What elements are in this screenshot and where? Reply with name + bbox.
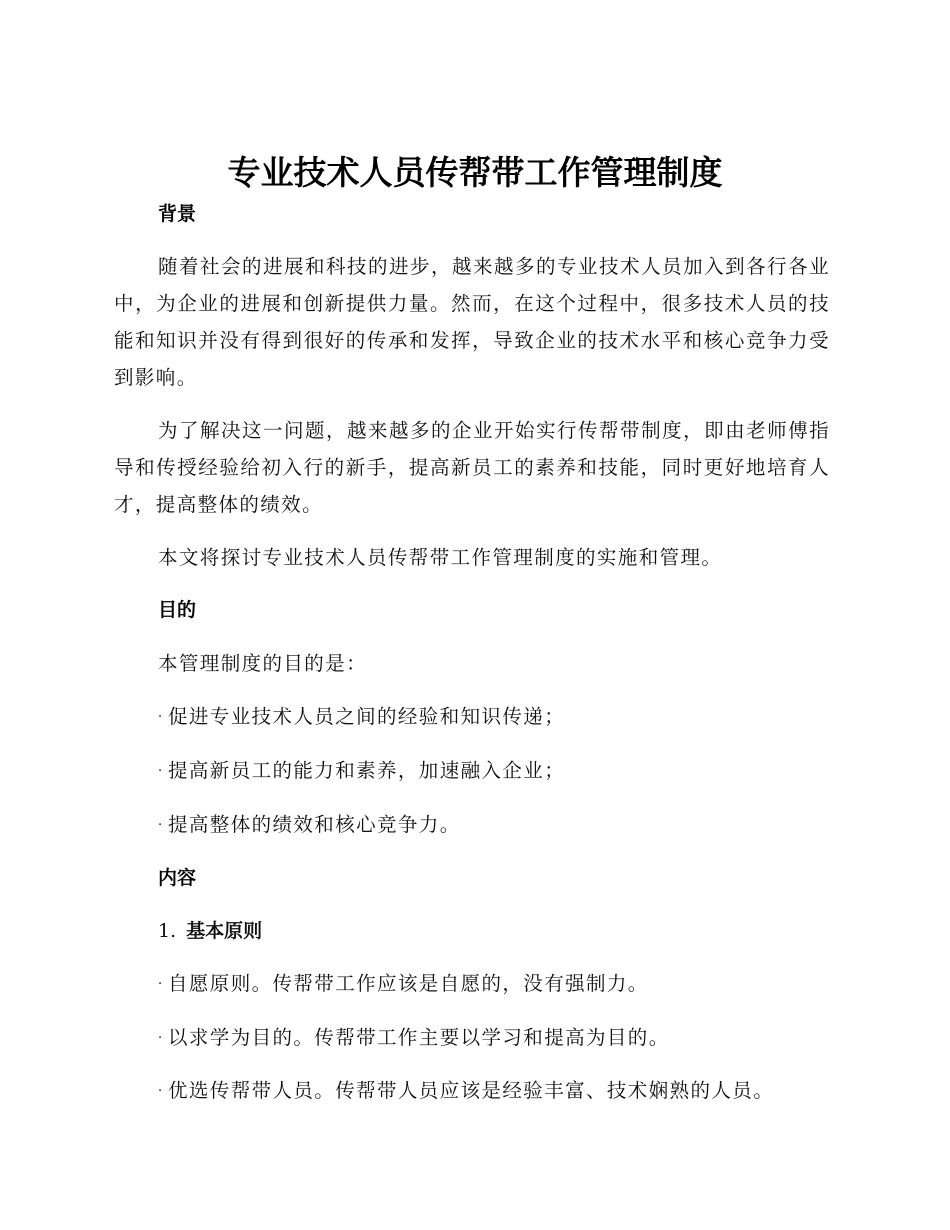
bullet-dot-icon: · bbox=[158, 764, 164, 779]
purpose-bullet-3 bbox=[158, 811, 461, 840]
purpose-bullet-2 bbox=[158, 757, 565, 786]
bullet-dot-icon: · bbox=[158, 1084, 164, 1099]
bullet-dot-icon: · bbox=[158, 710, 164, 725]
subsection-title: 基本原则 bbox=[186, 920, 263, 942]
document-title: 专业技术人员传帮带工作管理制度 bbox=[227, 153, 723, 192]
principles-bullet-2 bbox=[158, 1024, 670, 1053]
background-paragraph-2: 为了解决这一问题，越来越多的企业开始实行传帮带制度，即由老师傅指导和传授经验给初入行的新手，提高新员工的素养和技能，同时更好地培育人才，提高整体的绩效。 bbox=[114, 419, 830, 516]
purpose-bullet-1 bbox=[158, 703, 565, 732]
bullet-dot-icon: · bbox=[158, 818, 164, 833]
background-paragraph-3: 本文将探讨专业技术人员传帮带工作管理制度的实施和管理。 bbox=[158, 546, 723, 569]
subsection-heading-principles bbox=[158, 917, 262, 945]
subsection-number: 1. bbox=[158, 920, 177, 942]
bullet-dot-icon: · bbox=[158, 977, 164, 992]
background-paragraph-1: 随着社会的进展和科技的进步，越来越多的专业技术人员加入到各行各业中，为企业的进展和创新提供力量。然而，在这个过程中，很多技术人员的技能和知识并没有得到很好的传承和发挥，导致企业的技术水平和核心竞争力受到影响。 bbox=[114, 255, 830, 389]
purpose-bullet-text: 提高新员工的能力和素养，加速融入企业； bbox=[168, 759, 566, 782]
section-heading-purpose: 目的 bbox=[158, 599, 197, 621]
purpose-bullet-text: 促进专业技术人员之间的经验和知识传递； bbox=[168, 705, 566, 728]
bullet-dot-icon: · bbox=[158, 1031, 164, 1046]
principles-bullet-1 bbox=[158, 970, 649, 999]
purpose-bullet-text: 提高整体的绩效和核心竞争力。 bbox=[168, 813, 461, 836]
principles-bullet-text: 优选传帮带人员。传帮带人员应该是经验丰富、技术娴熟的人员。 bbox=[168, 1079, 775, 1102]
principles-bullet-text: 以求学为目的。传帮带工作主要以学习和提高为目的。 bbox=[168, 1026, 670, 1049]
section-heading-background: 背景 bbox=[158, 203, 197, 225]
principles-bullet-3 bbox=[158, 1077, 774, 1106]
section-heading-content: 内容 bbox=[158, 867, 197, 889]
principles-bullet-text: 自愿原则。传帮带工作应该是自愿的，没有强制力。 bbox=[168, 972, 649, 995]
purpose-intro: 本管理制度的目的是： bbox=[158, 652, 368, 675]
